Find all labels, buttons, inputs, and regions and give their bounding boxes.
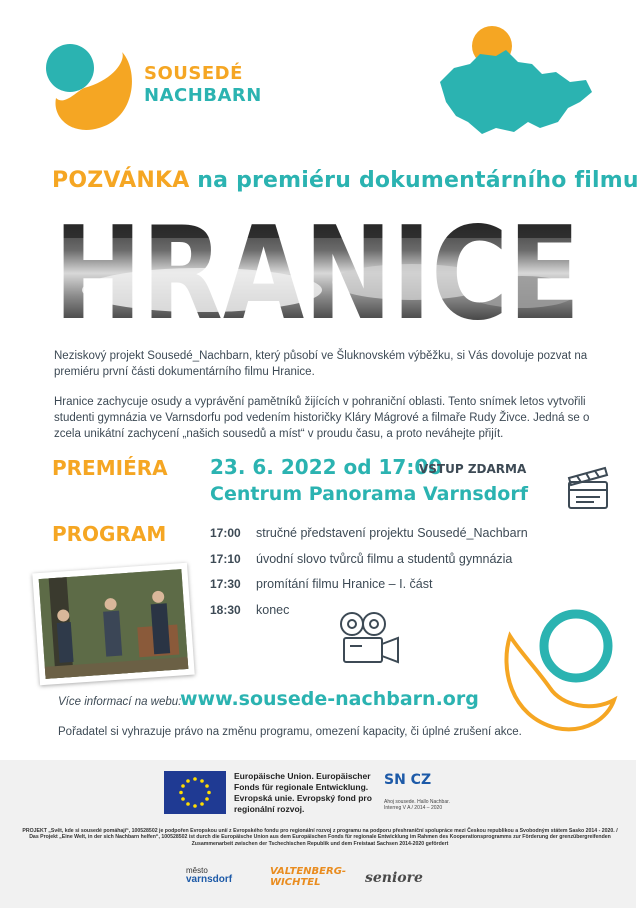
free-entry-badge: VSTUP ZDARMA (419, 462, 527, 476)
decorative-circle-icon (496, 608, 616, 738)
website-link[interactable]: www.sousede-nachbarn.org (180, 688, 479, 710)
mesto-varnsdorf-logo (186, 866, 232, 884)
logo-text (144, 63, 262, 107)
program-item (210, 577, 432, 591)
mesto-big: varnsdorf (186, 874, 233, 885)
program-desc: stručné představení projektu Sousedé_Nachbarn (256, 526, 528, 540)
mesto-small: město (186, 866, 208, 875)
sncz-text: SN CZ (384, 772, 432, 788)
program-desc: promítání filmu Hranice – I. část (256, 577, 433, 591)
seniore-logo: seniore (365, 870, 423, 886)
program-label: PROGRAM (52, 522, 167, 546)
valtenberg-wichtel-logo (270, 866, 346, 888)
program-item (210, 552, 512, 566)
team-photo (32, 563, 194, 686)
film-camera-icon (336, 610, 406, 668)
program-item (210, 526, 528, 540)
sncz-logo (384, 772, 431, 788)
program-desc: úvodní slovo tvůrců filmu a studentů gymnázia (256, 552, 513, 566)
eu-flag-icon (164, 771, 226, 814)
funding-fineprint: PROJEKT „Svět, kde si sousedé pomáhají“, 100528502 je podpořen Evropskou unií z Evropského fondu pro regionální rozvoj z programu na podporu přeshraniční spolupráce mezi Českou republikou a Svobodným státem Sasko 2014 - 2020. / Das Projekt „Eine Welt, in der sich Nachbarn helfen“, 100528502 ist durch die Europäische Union aus dem Europäischen Fonds für regionale Entwicklung im Rahmen des Kooperationsprogramms zur Förderung der grenzübergreifenden Zusammenarbeit zwischen der Tschechischen Republik und dem Freistaat Sachsen 2014-2020 gefördert (22, 828, 618, 847)
program-time: 17:10 (210, 552, 241, 566)
program-time: 17:00 (210, 526, 241, 540)
vw-line-2: WICHTEL (270, 877, 321, 888)
invitation-title (52, 168, 639, 193)
logo-line-2: NACHBARN (144, 85, 262, 106)
clapperboard-icon (566, 462, 612, 512)
title-rest: na premiéru dokumentárního filmu (189, 168, 639, 193)
eu-funding-text: Europäische Union. Europäischer Fonds für regionale Entwicklung. Evropská unie. Evropský fond pro regionální rozvoj. (234, 771, 372, 814)
premiere-label: PREMIÉRA (52, 456, 168, 480)
program-time: 17:30 (210, 577, 241, 591)
program-time: 18:30 (210, 603, 241, 617)
intro-paragraph-2: Hranice zachycuje osudy a vyprávění pamětníků žijících v pohraniční oblasti. Tento snímek letos vytvořili studenti gymnázia ve Varnsdorfu pod vedením historičky Kláry Mágrové a filmaře Rudy Živce. Jedná se o zcela unikátní zachycení „našich sousedů a míst“ v proudu času, a proto neváhejte přijít. (54, 396, 590, 440)
intro-paragraph-1: Neziskový projekt Sousedé_Nachbarn, který působí ve Šluknovském výběžku, si Vás dovoluje pozvat na premiéru první části dokumentárního filmu Hranice. (54, 350, 588, 378)
czech-map-icon (436, 24, 596, 144)
title-highlight: POZVÁNKA (52, 168, 190, 193)
sncz-subtext: Ahoj sousede. Hallo Nachbar. Interreg V A / 2014 – 2020 (384, 799, 450, 811)
program-desc: konec (256, 603, 290, 617)
logo-mark (44, 40, 134, 132)
premiere-datetime: 23. 6. 2022 od 17:00 (210, 455, 443, 479)
premiere-venue: Centrum Panorama Varnsdorf (210, 483, 528, 505)
web-label: Více informací na webu: (58, 696, 182, 708)
vw-line-1: VALTENBERG- (270, 866, 347, 877)
organizer-disclaimer: Pořadatel si vyhrazuje právo na změnu programu, omezení kapacity, či úplné zrušení akce. (58, 726, 522, 738)
logo-line-1: SOUSEDÉ (144, 63, 243, 84)
film-title-graphic (52, 210, 582, 325)
program-item (210, 603, 289, 617)
